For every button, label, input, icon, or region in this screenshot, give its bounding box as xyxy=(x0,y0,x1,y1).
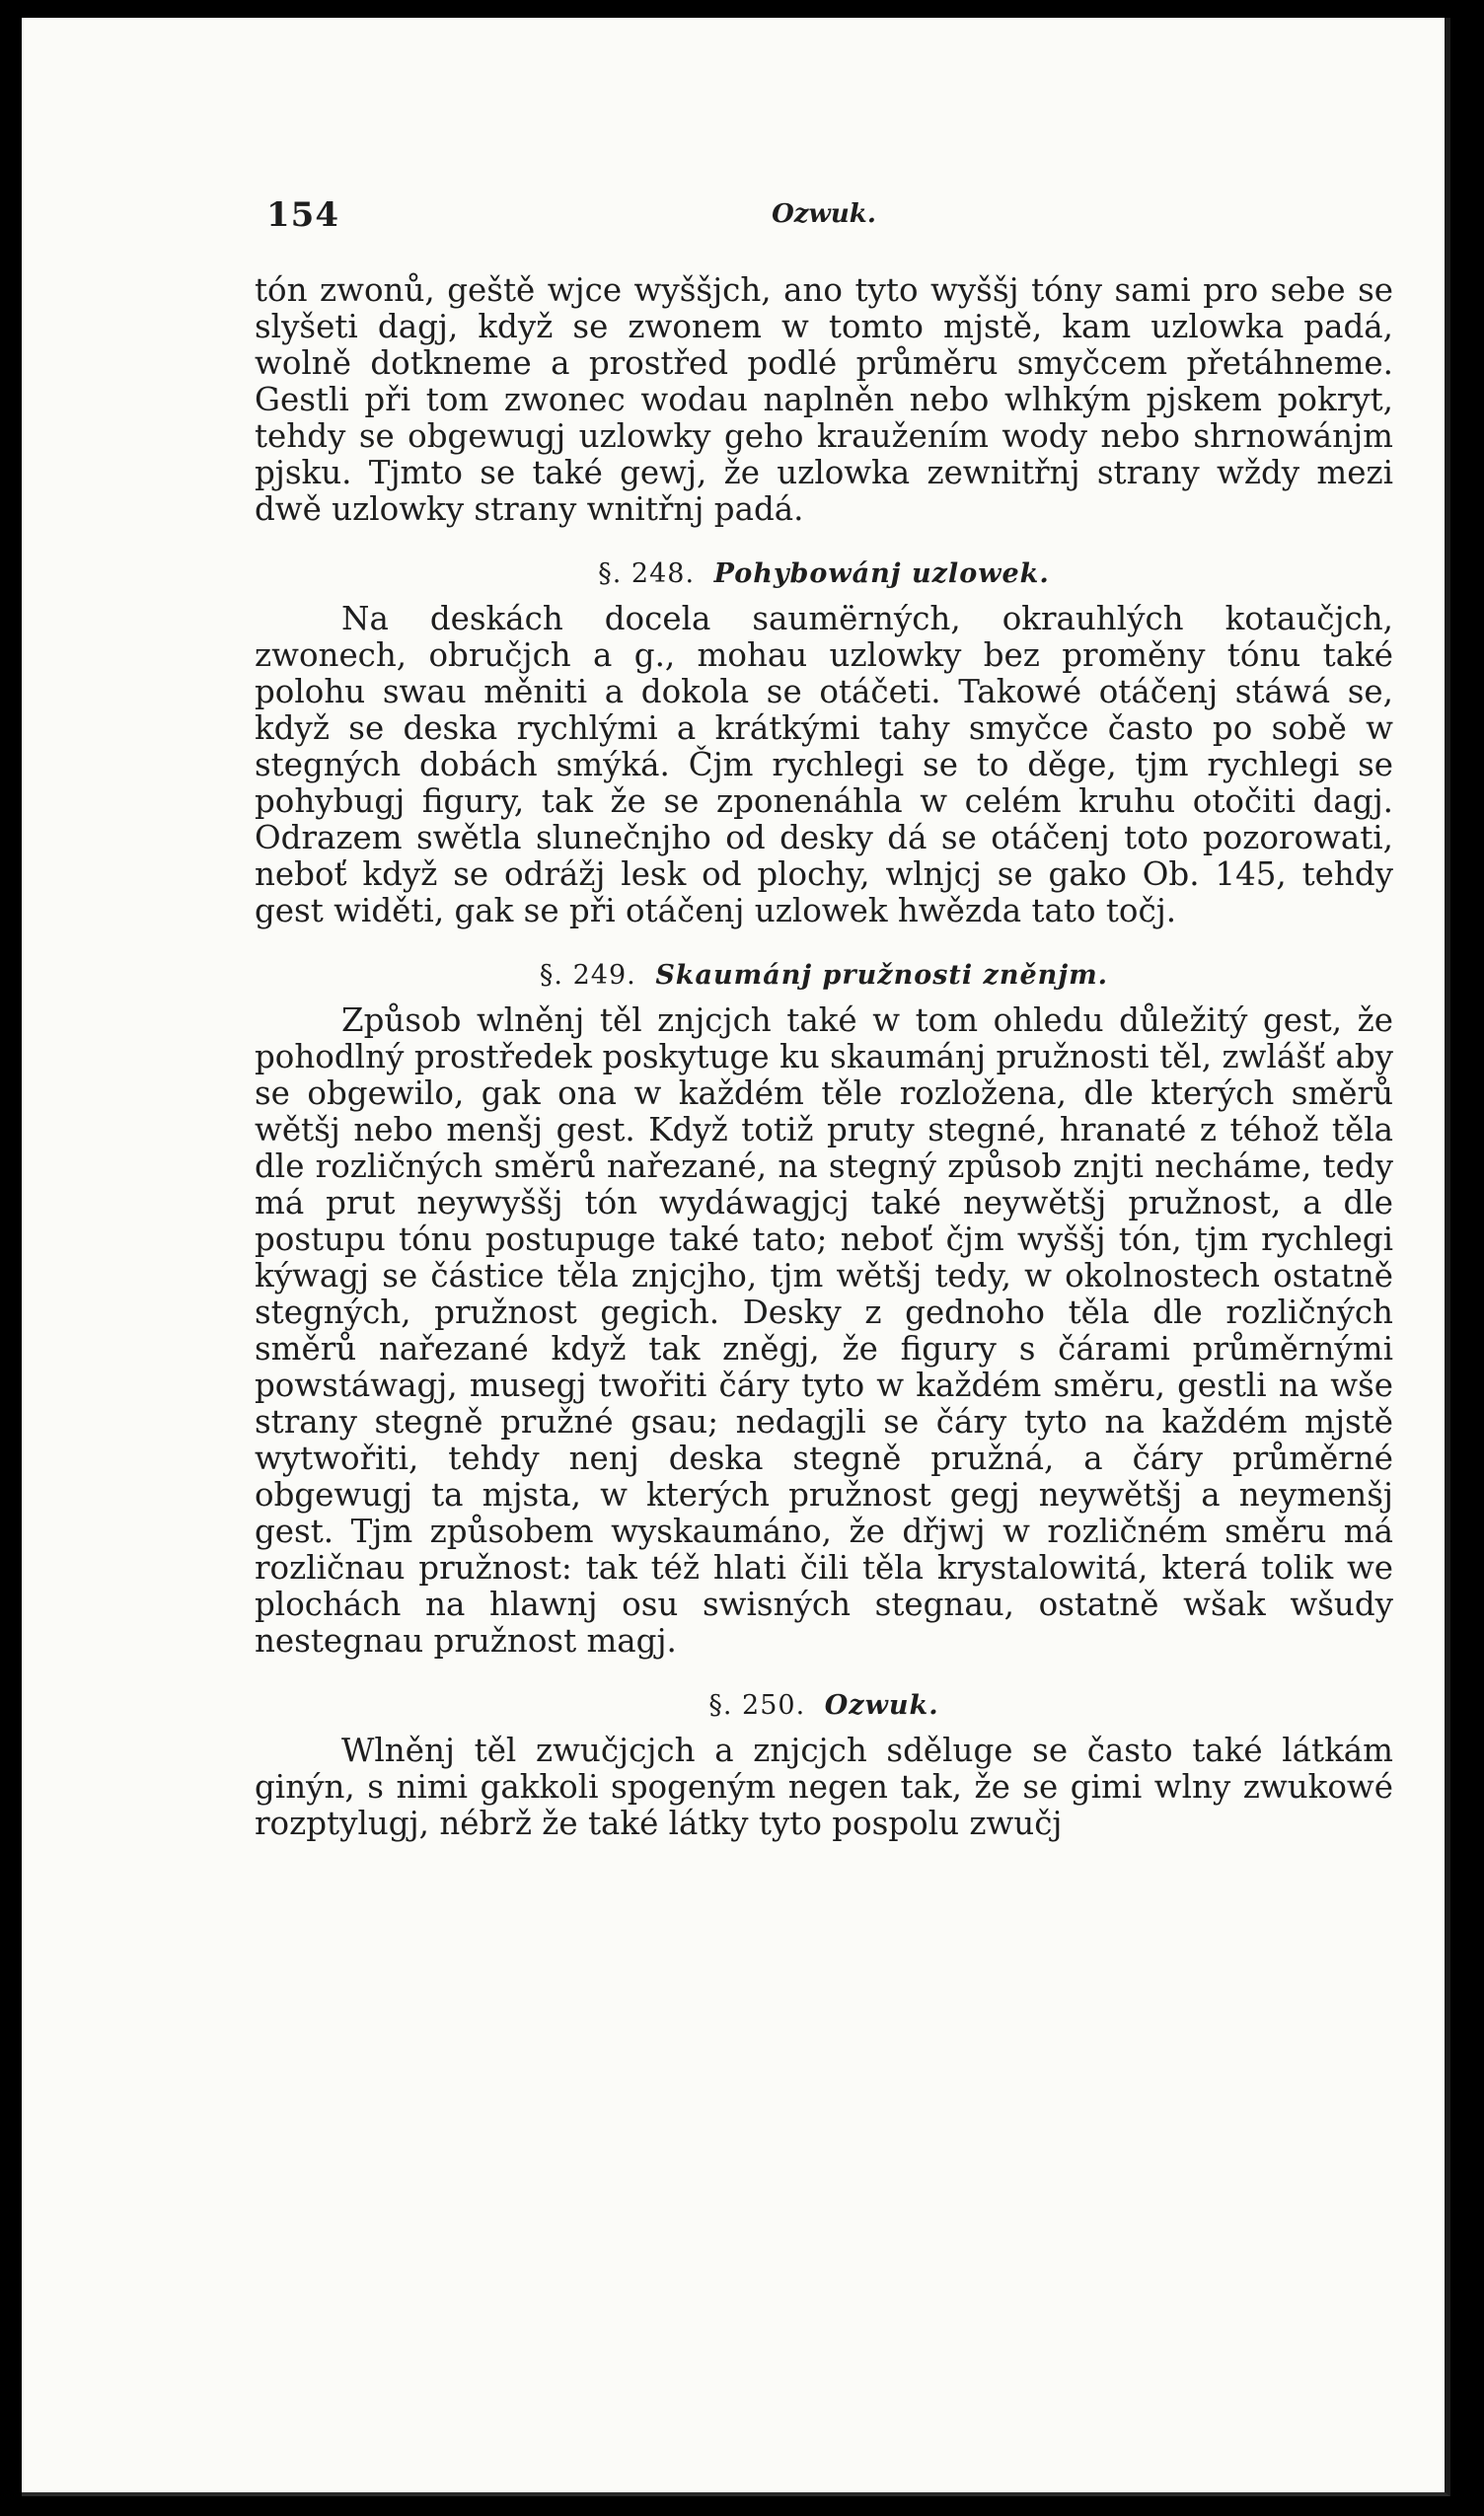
section-heading-250 xyxy=(255,1689,1393,1723)
text-block xyxy=(255,195,1393,1842)
section-number: §. 249. xyxy=(539,960,636,991)
paragraph-section-250: Wlněnj těl zwučjcjch a znjcjch sděluge se často také látkám ginýn, s nimi gakkoli spogeným negen tak, že se gimi wlny zwukowé rozptylugj, nébrž že také látky tyto pospolu zwučj xyxy=(255,1732,1393,1842)
section-number: §. 250. xyxy=(708,1690,806,1721)
section-title: Skaumánj pružnosti zněnjm. xyxy=(655,960,1109,991)
running-head: Ozwuk. xyxy=(772,199,876,229)
page-number: 154 xyxy=(266,195,339,235)
book-page xyxy=(22,18,1450,2496)
section-number: §. 248. xyxy=(598,558,696,589)
paragraph-section-248: Na deskách docela saumërných, okrauhlých kotaučjch, zwonech, obručjch a g., mohau uzlowky bez proměny tónu také polohu swau měniti a dokola se otáčeti. Takowé otáčenj stáwá se, když se deska rychlými a krátkými tahy smyčce často po sobě w stegných dobách smýká. Čjm rychlegi se to děge, tjm rychlegi se pohybugj figury, tak že se zponenáhla w celém kruhu otočiti dagj. Odrazem swětla slunečnjho od desky dá se otáčenj toto pozorowati, neboť když se odrážj lesk od plochy, wlnjcj se gako Ob. 145, tehdy gest widěti, gak se při otáčenj uzlowek hwězda tato točj. xyxy=(255,600,1393,929)
section-title: Ozwuk. xyxy=(824,1690,939,1721)
section-heading-248 xyxy=(255,557,1393,591)
section-title: Pohybowánj uzlowek. xyxy=(713,558,1050,589)
section-heading-249 xyxy=(255,959,1393,993)
paragraph-continuation: tón zwonů, geště wjce wyššjch, ano tyto wyššj tóny sami pro sebe se slyšeti dagj, když se zwonem w tomto mjstě, kam uzlowka padá, wolně dotkneme a prostřed podlé průměru smyčcem přetáhneme. Gestli při tom zwonec wodau naplněn nebo wlhkým pjskem pokryt, tehdy se obgewugj uzlowky geho kraužením wody nebo shrnowánjm pjsku. Tjmto se také gewj, že uzlowka zewnitřnj strany wždy mezi dwě uzlowky strany wnitřnj padá. xyxy=(255,271,1393,528)
page-header xyxy=(255,195,1393,247)
paragraph-section-249: Způsob wlněnj těl znjcjch také w tom ohledu důležitý gest, že pohodlný prostředek poskytuge ku skaumánj pružnosti těl, zwlášť aby se obgewilo, gak ona w každém těle rozložena, dle kterých směrů wětšj nebo menšj gest. Když totiž pruty stegné, hranaté z téhož těla dle rozličných směrů nařezané, na stegný způsob znjti necháme, tedy má prut neywyššj tón wydáwagjcj také neywětšj pružnost, a dle postupu tónu postupuge také tato; neboť čjm wyššj tón, tjm rychlegi kýwagj se částice těla znjcjho, tjm wětšj tedy, w okolnostech ostatně stegných, pružnost gegich. Desky z gednoho těla dle rozličných směrů nařezané když tak zněgj, že figury s čárami průměrnými powstáwagj, musegj twořiti čáry tyto w každém směru, gestli na wše strany stegně pružné gsau; nedagjli se čáry tyto na každém mjstě wytwořiti, tehdy nenj deska stegně pružná, a čáry průměrné obgewugj ta mjsta, w kterých pružnost gegj neywětšj a neymenšj gest. Tjm způsobem wyskaumáno, že dřjwj w rozličném směru má rozličnau pružnost: tak též hlati čili těla krystalowitá, která tolik we plochách na hlawnj osu swisných stegnau, ostatně wšak wšudy nestegnau pružnost magj. xyxy=(255,1001,1393,1660)
